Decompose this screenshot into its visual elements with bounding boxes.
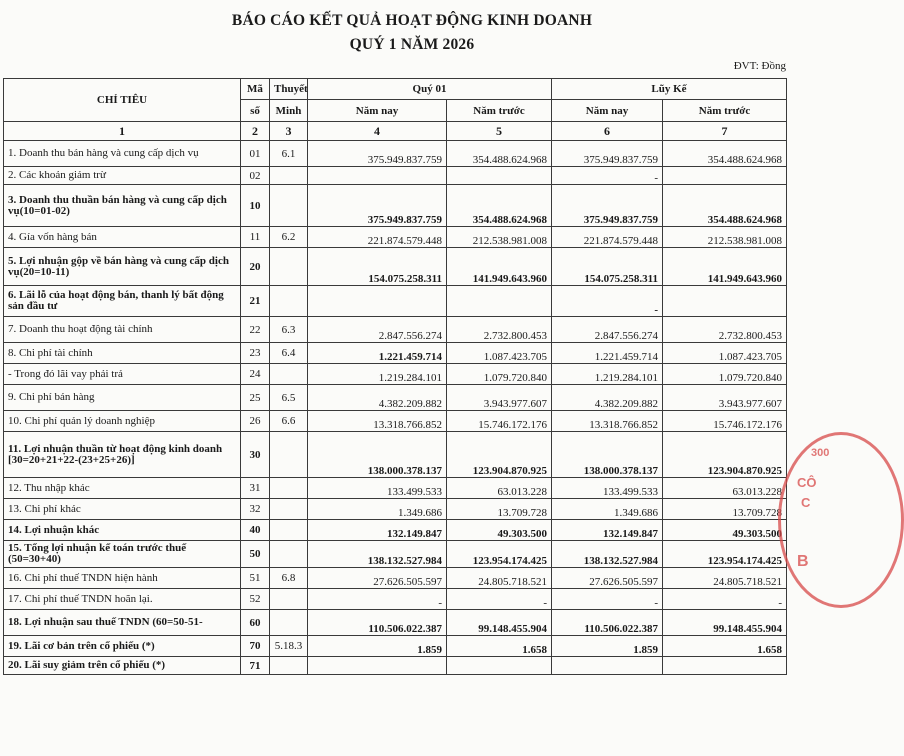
row-note: 6.6 <box>270 411 308 432</box>
table-row <box>4 657 787 675</box>
quarter-this-year-value <box>308 167 447 185</box>
header-note-bottom: Minh <box>270 100 308 122</box>
header-note-top: Thuyết <box>270 79 308 100</box>
row-label: 6. Lãi lỗ của hoạt động bán, thanh lý bất động sản đầu tư <box>4 286 241 317</box>
row-note <box>270 364 308 385</box>
quarter-last-year-value: 1.087.423.705 <box>447 343 552 364</box>
accumulated-this-year-value: 4.382.209.882 <box>552 385 663 411</box>
row-code: 52 <box>241 589 270 610</box>
quarter-this-year-value: 110.506.022.387 <box>308 610 447 636</box>
row-code: 10 <box>241 185 270 227</box>
row-code: 25 <box>241 385 270 411</box>
quarter-this-year-value: - <box>308 589 447 610</box>
accumulated-last-year-value: 141.949.643.960 <box>663 248 787 286</box>
header-acc-last-year: Năm trước <box>663 100 787 122</box>
row-code: 02 <box>241 167 270 185</box>
row-note: 6.5 <box>270 385 308 411</box>
table-row <box>4 411 787 432</box>
row-code: 30 <box>241 432 270 478</box>
quarter-this-year-value: 132.149.847 <box>308 520 447 541</box>
accumulated-this-year-value: 27.626.505.597 <box>552 568 663 589</box>
table-row <box>4 141 787 167</box>
stamp-text: CÔ <box>797 475 817 490</box>
table-row <box>4 185 787 227</box>
accumulated-this-year-value: 132.149.847 <box>552 520 663 541</box>
row-code: 51 <box>241 568 270 589</box>
accumulated-last-year-value: 99.148.455.904 <box>663 610 787 636</box>
quarter-last-year-value: 141.949.643.960 <box>447 248 552 286</box>
row-label: 3. Doanh thu thuần bán hàng và cung cấp dịch vụ(10=01-02) <box>4 185 241 227</box>
row-label: 16. Chi phí thuế TNDN hiện hành <box>4 568 241 589</box>
column-number: 6 <box>552 122 663 141</box>
quarter-this-year-value: 138.000.378.137 <box>308 432 447 478</box>
row-code: 26 <box>241 411 270 432</box>
table-row <box>4 167 787 185</box>
row-code: 50 <box>241 541 270 568</box>
accumulated-this-year-value: 138.132.527.984 <box>552 541 663 568</box>
header-row-1 <box>4 79 787 100</box>
accumulated-last-year-value: 63.013.228 <box>663 478 787 499</box>
row-note <box>270 167 308 185</box>
quarter-this-year-value: 375.949.837.759 <box>308 141 447 167</box>
row-label: 10. Chi phí quản lý doanh nghiệp <box>4 411 241 432</box>
accumulated-last-year-value: 354.488.624.968 <box>663 141 787 167</box>
accumulated-last-year-value: 1.658 <box>663 636 787 657</box>
row-label: 8. Chi phí tài chính <box>4 343 241 364</box>
row-code: 22 <box>241 317 270 343</box>
header-accumulated: Lũy Kế <box>552 79 787 100</box>
quarter-this-year-value: 1.859 <box>308 636 447 657</box>
quarter-this-year-value: 4.382.209.882 <box>308 385 447 411</box>
quarter-this-year-value: 154.075.258.311 <box>308 248 447 286</box>
quarter-this-year-value: 13.318.766.852 <box>308 411 447 432</box>
row-code: 31 <box>241 478 270 499</box>
row-note: 6.2 <box>270 227 308 248</box>
header-quarter-last-year: Năm trước <box>447 100 552 122</box>
accumulated-last-year-value: - <box>663 589 787 610</box>
stamp-text: B <box>797 553 809 570</box>
column-number: 2 <box>241 122 270 141</box>
table-row <box>4 568 787 589</box>
accumulated-this-year-value: - <box>552 286 663 317</box>
accumulated-last-year-value: 24.805.718.521 <box>663 568 787 589</box>
quarter-this-year-value: 1.221.459.714 <box>308 343 447 364</box>
row-label: - Trong đó lãi vay phải trả <box>4 364 241 385</box>
column-number: 5 <box>447 122 552 141</box>
row-note <box>270 286 308 317</box>
table-row <box>4 385 787 411</box>
accumulated-this-year-value: 13.318.766.852 <box>552 411 663 432</box>
accumulated-last-year-value: 354.488.624.968 <box>663 185 787 227</box>
column-number-row <box>4 122 787 141</box>
quarter-last-year-value: 1.079.720.840 <box>447 364 552 385</box>
quarter-this-year-value: 2.847.556.274 <box>308 317 447 343</box>
accumulated-this-year-value: 1.859 <box>552 636 663 657</box>
table-row <box>4 478 787 499</box>
quarter-this-year-value: 138.132.527.984 <box>308 541 447 568</box>
quarter-this-year-value <box>308 657 447 675</box>
quarter-last-year-value <box>447 657 552 675</box>
row-label: 1. Doanh thu bán hàng và cung cấp dịch vụ <box>4 141 241 167</box>
quarter-last-year-value: 123.904.870.925 <box>447 432 552 478</box>
row-label: 17. Chi phí thuế TNDN hoãn lại. <box>4 589 241 610</box>
accumulated-this-year-value: 138.000.378.137 <box>552 432 663 478</box>
row-note: 6.4 <box>270 343 308 364</box>
table-row <box>4 364 787 385</box>
table-row <box>4 541 787 568</box>
accumulated-this-year-value: 154.075.258.311 <box>552 248 663 286</box>
table-row <box>4 636 787 657</box>
quarter-this-year-value: 375.949.837.759 <box>308 185 447 227</box>
company-seal-stamp <box>778 432 904 608</box>
quarter-last-year-value: 3.943.977.607 <box>447 385 552 411</box>
accumulated-this-year-value: 221.874.579.448 <box>552 227 663 248</box>
quarter-this-year-value: 133.499.533 <box>308 478 447 499</box>
accumulated-this-year-value: 2.847.556.274 <box>552 317 663 343</box>
quarter-this-year-value: 1.219.284.101 <box>308 364 447 385</box>
row-code: 23 <box>241 343 270 364</box>
accumulated-last-year-value <box>663 657 787 675</box>
row-label: 5. Lợi nhuận gộp về bán hàng và cung cấp dịch vụ(20=10-11) <box>4 248 241 286</box>
accumulated-last-year-value <box>663 286 787 317</box>
table-row <box>4 317 787 343</box>
quarter-last-year-value <box>447 167 552 185</box>
quarter-last-year-value: 49.303.500 <box>447 520 552 541</box>
row-label: 2. Các khoản giảm trừ <box>4 167 241 185</box>
header-code-top: Mã <box>241 79 270 100</box>
accumulated-last-year-value: 15.746.172.176 <box>663 411 787 432</box>
row-note <box>270 248 308 286</box>
column-number: 3 <box>270 122 308 141</box>
row-label: 19. Lãi cơ bản trên cổ phiếu (*) <box>4 636 241 657</box>
row-label: 12. Thu nhập khác <box>4 478 241 499</box>
report-period: QUÝ 1 NĂM 2026 <box>349 36 475 53</box>
table-row <box>4 227 787 248</box>
row-label: 20. Lãi suy giảm trên cổ phiếu (*) <box>4 657 241 675</box>
table-row <box>4 286 787 317</box>
row-label: 18. Lợi nhuận sau thuế TNDN (60=50-51- <box>4 610 241 636</box>
table-row <box>4 499 787 520</box>
column-number: 4 <box>308 122 447 141</box>
quarter-this-year-value: 27.626.505.597 <box>308 568 447 589</box>
quarter-last-year-value: 24.805.718.521 <box>447 568 552 589</box>
row-label: 9. Chi phí bán hàng <box>4 385 241 411</box>
accumulated-last-year-value: 1.079.720.840 <box>663 364 787 385</box>
row-note <box>270 499 308 520</box>
row-code: 60 <box>241 610 270 636</box>
accumulated-last-year-value: 123.954.174.425 <box>663 541 787 568</box>
row-label: 4. Gía vốn hàng bán <box>4 227 241 248</box>
row-label: 7. Doanh thu hoạt động tài chính <box>4 317 241 343</box>
stamp-text: C <box>801 495 811 510</box>
quarter-this-year-value: 1.349.686 <box>308 499 447 520</box>
accumulated-last-year-value: 13.709.728 <box>663 499 787 520</box>
accumulated-this-year-value <box>552 657 663 675</box>
accumulated-this-year-value: 133.499.533 <box>552 478 663 499</box>
quarter-last-year-value: 354.488.624.968 <box>447 141 552 167</box>
accumulated-this-year-value: 110.506.022.387 <box>552 610 663 636</box>
table-row <box>4 343 787 364</box>
row-note: 5.18.3 <box>270 636 308 657</box>
table-row <box>4 589 787 610</box>
row-note <box>270 541 308 568</box>
row-note <box>270 610 308 636</box>
quarter-last-year-value: 123.954.174.425 <box>447 541 552 568</box>
column-number: 7 <box>663 122 787 141</box>
row-note <box>270 657 308 675</box>
accumulated-last-year-value: 49.303.500 <box>663 520 787 541</box>
quarter-last-year-value: 13.709.728 <box>447 499 552 520</box>
row-note <box>270 432 308 478</box>
row-code: 21 <box>241 286 270 317</box>
accumulated-last-year-value: 1.087.423.705 <box>663 343 787 364</box>
accumulated-last-year-value: 123.904.870.925 <box>663 432 787 478</box>
quarter-last-year-value: 63.013.228 <box>447 478 552 499</box>
table-row <box>4 610 787 636</box>
row-code: 01 <box>241 141 270 167</box>
quarter-last-year-value: 2.732.800.453 <box>447 317 552 343</box>
quarter-last-year-value: 212.538.981.008 <box>447 227 552 248</box>
quarter-last-year-value: 99.148.455.904 <box>447 610 552 636</box>
row-note: 6.1 <box>270 141 308 167</box>
quarter-this-year-value <box>308 286 447 317</box>
accumulated-this-year-value: 1.349.686 <box>552 499 663 520</box>
report-title: BÁO CÁO KẾT QUẢ HOẠT ĐỘNG KINH DOANH <box>231 12 593 29</box>
row-code: 24 <box>241 364 270 385</box>
header-quarter: Quý 01 <box>308 79 552 100</box>
header-code-bottom: số <box>241 100 270 122</box>
row-code: 40 <box>241 520 270 541</box>
quarter-last-year-value <box>447 286 552 317</box>
row-note: 6.8 <box>270 568 308 589</box>
header-acc-this-year: Năm nay <box>552 100 663 122</box>
row-note <box>270 185 308 227</box>
quarter-this-year-value: 221.874.579.448 <box>308 227 447 248</box>
row-note <box>270 478 308 499</box>
accumulated-last-year-value <box>663 167 787 185</box>
accumulated-this-year-value: 375.949.837.759 <box>552 141 663 167</box>
accumulated-this-year-value: 375.949.837.759 <box>552 185 663 227</box>
stamp-text: 300 <box>811 447 830 459</box>
quarter-last-year-value: - <box>447 589 552 610</box>
row-note: 6.3 <box>270 317 308 343</box>
accumulated-this-year-value: 1.219.284.101 <box>552 364 663 385</box>
quarter-last-year-value: 1.658 <box>447 636 552 657</box>
quarter-last-year-value: 354.488.624.968 <box>447 185 552 227</box>
income-statement-table <box>3 78 787 675</box>
header-quarter-this-year: Năm nay <box>308 100 447 122</box>
row-note <box>270 589 308 610</box>
row-label: 15. Tổng lợi nhuận kế toán trước thuế (50=30+40) <box>4 541 241 568</box>
column-number: 1 <box>4 122 241 141</box>
table-row <box>4 432 787 478</box>
currency-unit: ĐVT: Đồng <box>733 60 786 72</box>
accumulated-last-year-value: 2.732.800.453 <box>663 317 787 343</box>
row-label: 11. Lợi nhuận thuần từ hoạt động kinh doanh [30=20+21+22-(23+25+26)] <box>4 432 241 478</box>
table-row <box>4 520 787 541</box>
accumulated-this-year-value: - <box>552 167 663 185</box>
accumulated-last-year-value: 3.943.977.607 <box>663 385 787 411</box>
row-label: 14. Lợi nhuận khác <box>4 520 241 541</box>
accumulated-this-year-value: - <box>552 589 663 610</box>
row-note <box>270 520 308 541</box>
table-body <box>4 141 787 675</box>
row-code: 20 <box>241 248 270 286</box>
quarter-last-year-value: 15.746.172.176 <box>447 411 552 432</box>
accumulated-this-year-value: 1.221.459.714 <box>552 343 663 364</box>
table-row <box>4 248 787 286</box>
header-indicator: CHỈ TIÊU <box>4 79 241 122</box>
row-code: 32 <box>241 499 270 520</box>
accumulated-last-year-value: 212.538.981.008 <box>663 227 787 248</box>
row-code: 70 <box>241 636 270 657</box>
row-code: 71 <box>241 657 270 675</box>
row-label: 13. Chi phí khác <box>4 499 241 520</box>
row-code: 11 <box>241 227 270 248</box>
